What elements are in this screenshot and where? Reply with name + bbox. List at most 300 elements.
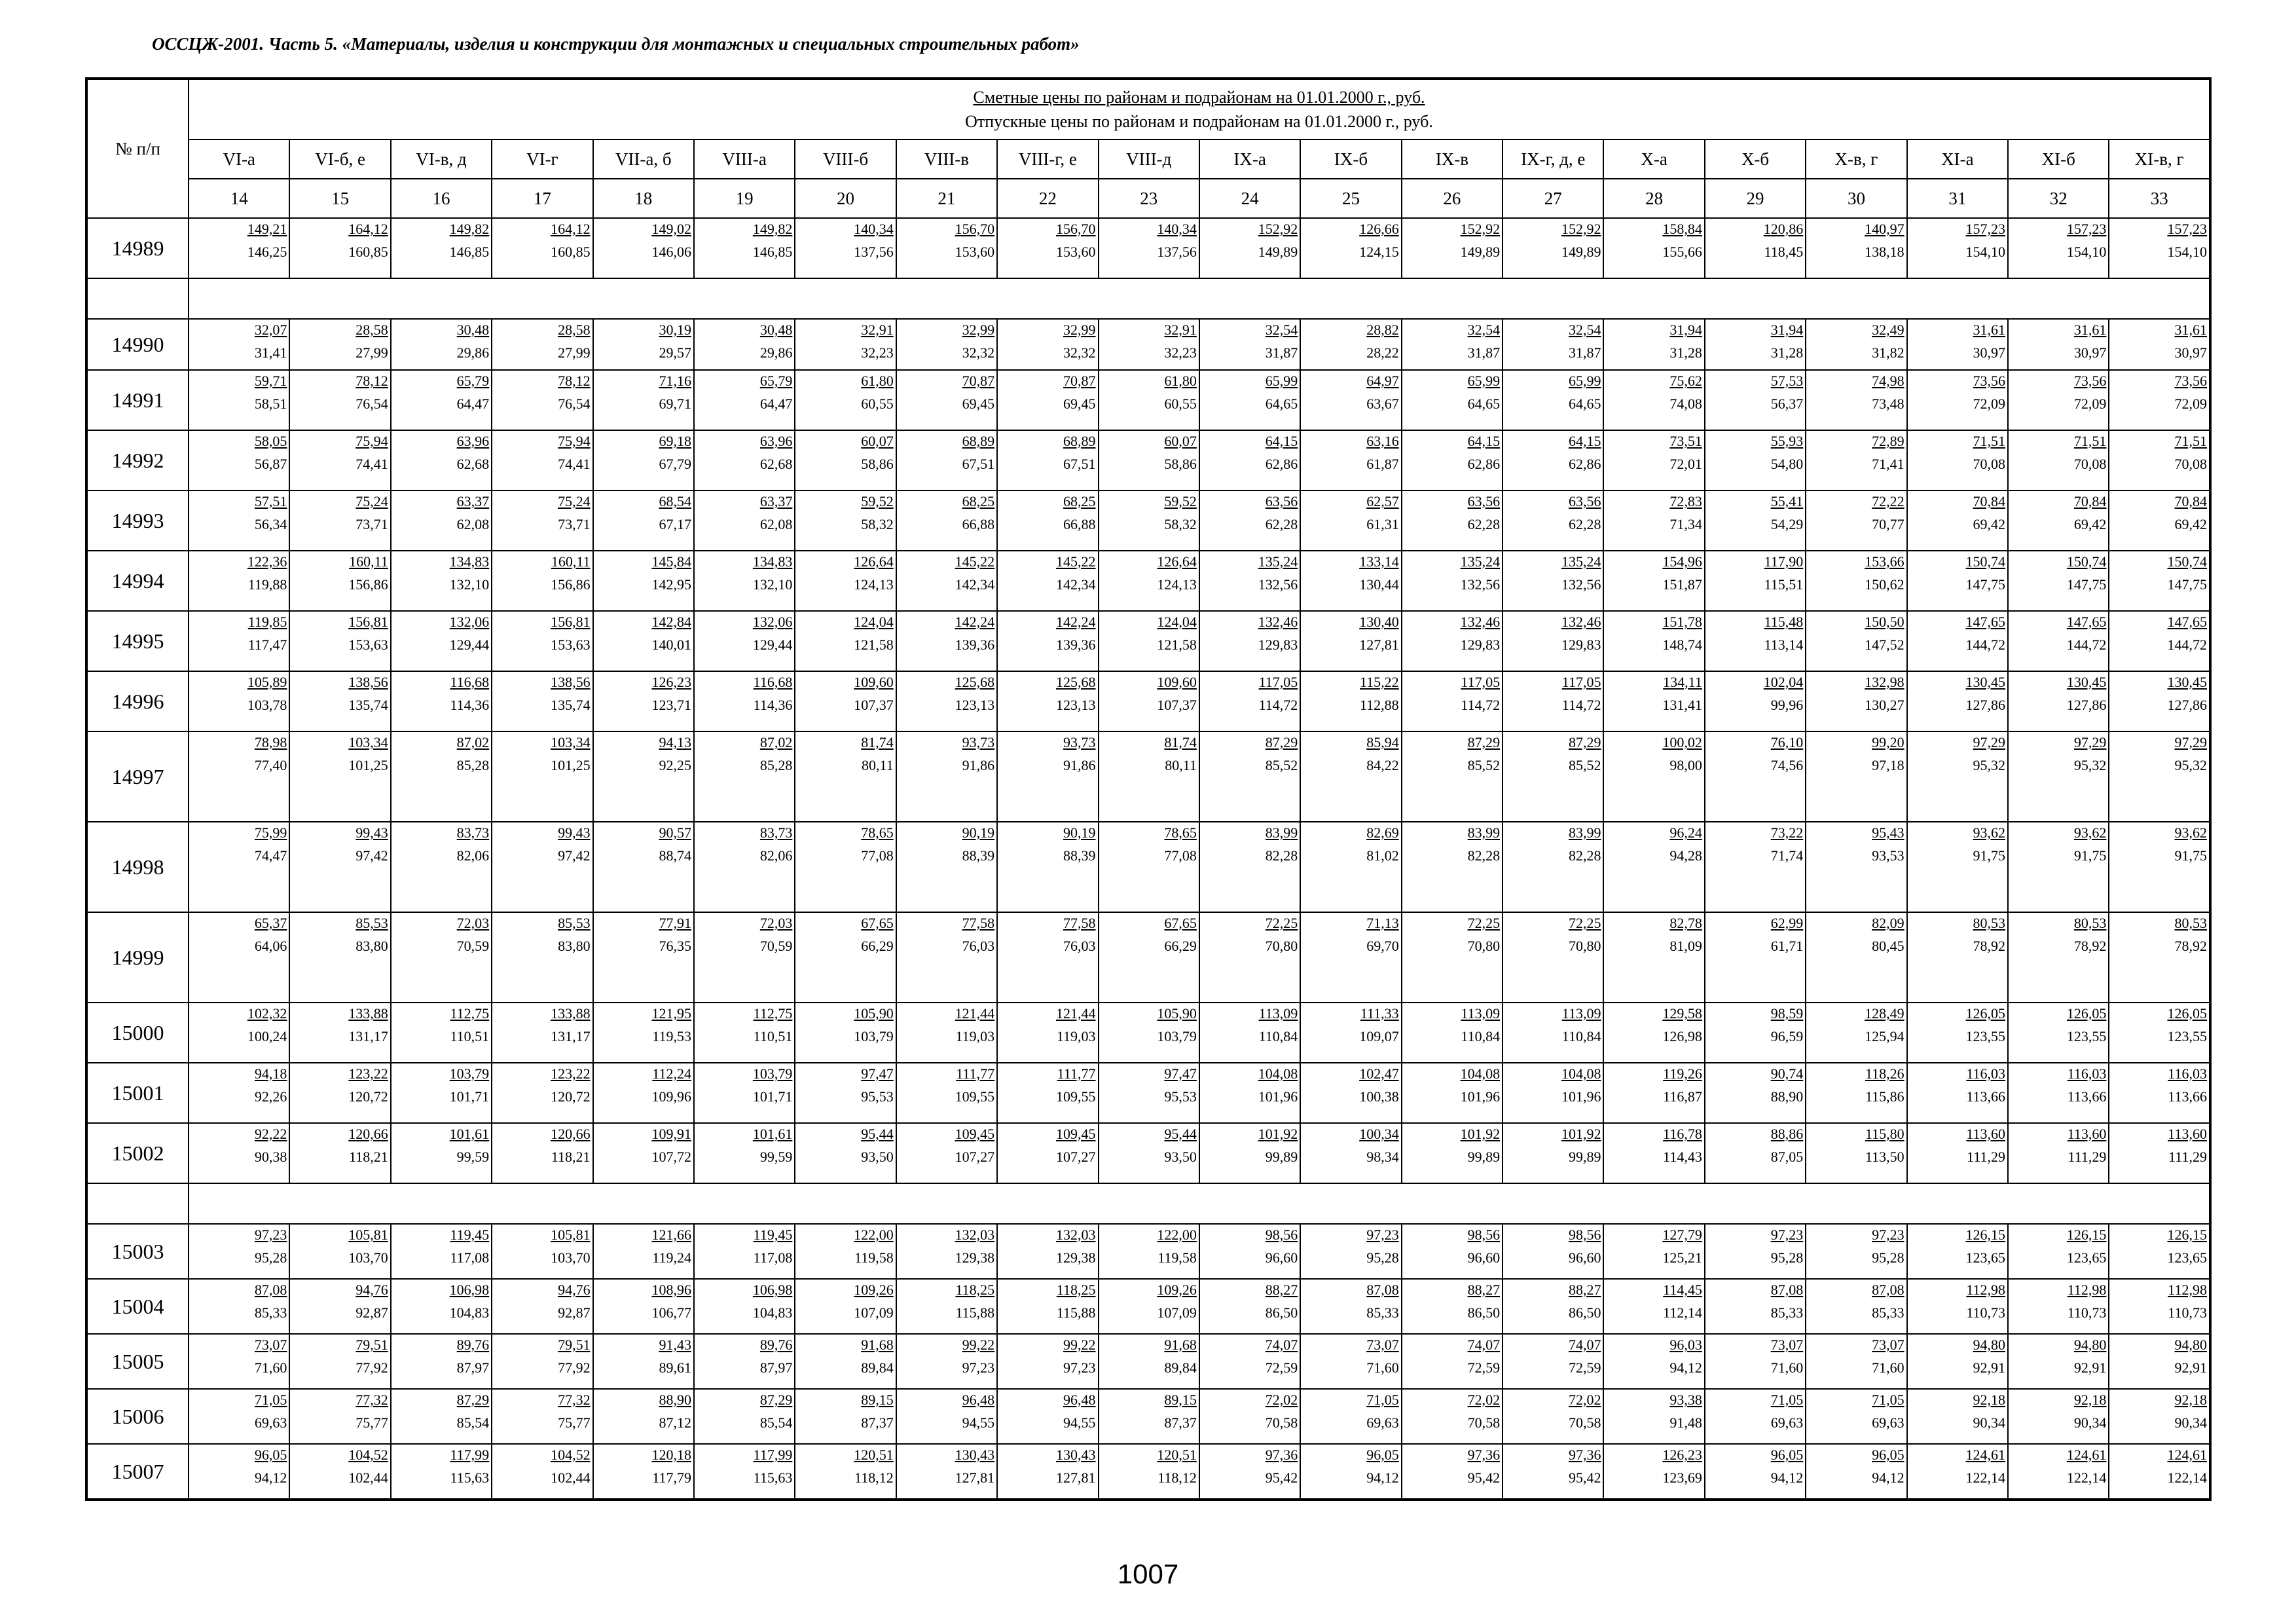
price-cell: [1300, 1334, 1401, 1389]
release-price: 150,62: [1865, 576, 1904, 593]
release-price: 61,87: [1366, 456, 1399, 472]
release-price: 129,38: [955, 1249, 995, 1266]
estimated-price: 92,18: [2073, 1392, 2107, 1408]
price-cell: [2008, 1279, 2109, 1334]
release-price: 82,06: [759, 847, 793, 864]
release-price: 91,48: [1669, 1414, 1702, 1431]
estimated-price: 73,07: [254, 1337, 287, 1353]
release-price: 88,90: [1770, 1088, 1804, 1105]
estimated-price: 65,99: [1265, 373, 1298, 389]
release-price: 70,58: [1467, 1414, 1501, 1431]
estimated-price: 78,12: [558, 373, 591, 389]
release-price: 96,60: [1568, 1249, 1601, 1266]
estimated-price: 32,54: [1467, 322, 1501, 338]
release-price: 32,23: [1164, 344, 1197, 361]
price-cell: [289, 912, 390, 1003]
estimated-price: 113,09: [1461, 1005, 1501, 1022]
estimated-price: 28,58: [355, 322, 388, 338]
price-cell: [694, 430, 795, 490]
estimated-price: 97,23: [254, 1227, 287, 1243]
price-cell: [1907, 1389, 2008, 1444]
estimated-price: 59,71: [254, 373, 287, 389]
release-price: 127,86: [2066, 697, 2107, 713]
column-number: 20: [795, 179, 896, 218]
release-price: 31,87: [1467, 344, 1501, 361]
estimated-price: 63,56: [1568, 493, 1601, 509]
estimated-price: 81,74: [861, 734, 894, 750]
price-cell: [1402, 611, 1503, 671]
column-number: 26: [1402, 179, 1503, 218]
release-price: 75,77: [558, 1414, 591, 1431]
table-row: [86, 430, 2210, 490]
release-price: 110,73: [1966, 1304, 2006, 1321]
release-price: 85,33: [1872, 1304, 1904, 1321]
estimated-price: 116,68: [753, 674, 793, 690]
estimated-price: 140,34: [854, 221, 894, 237]
estimated-price: 85,94: [1366, 734, 1399, 750]
estimated-price: 68,54: [659, 493, 691, 509]
estimated-price: 132,46: [1258, 614, 1298, 630]
estimated-price: 109,91: [651, 1126, 691, 1142]
estimated-price: 138,56: [551, 674, 591, 690]
estimated-price: 102,04: [1763, 674, 1804, 690]
price-cell: [1402, 822, 1503, 912]
release-price: 60,55: [861, 396, 894, 412]
release-price: 95,28: [1872, 1249, 1904, 1266]
release-price: 54,80: [1770, 456, 1804, 472]
table-row: [86, 1123, 2210, 1183]
estimated-price: 115,80: [1865, 1126, 1904, 1142]
release-price: 91,86: [1063, 757, 1096, 773]
estimated-price: 88,27: [1265, 1282, 1298, 1298]
price-cell: [1907, 822, 2008, 912]
release-price: 113,66: [1966, 1088, 2006, 1105]
price-cell: [391, 671, 492, 731]
estimated-price: 133,14: [1359, 553, 1399, 570]
price-cell: [593, 731, 694, 822]
column-number: 33: [2109, 179, 2210, 218]
release-price: 77,08: [1164, 847, 1197, 864]
release-price: 129,38: [1056, 1249, 1096, 1266]
estimated-price: 142,24: [1056, 614, 1096, 630]
price-cell: [1199, 430, 1300, 490]
estimated-price: 32,49: [1872, 322, 1904, 338]
release-price: 107,27: [955, 1149, 995, 1165]
column-number: 17: [492, 179, 592, 218]
estimated-price: 65,99: [1568, 373, 1601, 389]
release-price: 125,94: [1865, 1028, 1904, 1044]
table-row: [86, 319, 2210, 370]
release-price: 115,86: [1865, 1088, 1904, 1105]
price-cell: [189, 912, 289, 1003]
estimated-price: 89,15: [861, 1392, 894, 1408]
price-cell: [1300, 370, 1401, 430]
estimated-price: 104,08: [1258, 1065, 1298, 1082]
release-price: 90,38: [254, 1149, 287, 1165]
release-price: 87,97: [456, 1359, 490, 1376]
release-price: 124,13: [1157, 576, 1197, 593]
estimated-price: 132,46: [1460, 614, 1501, 630]
price-cell: [2109, 822, 2210, 912]
price-cell: [896, 1334, 997, 1389]
estimated-price: 97,36: [1467, 1447, 1501, 1463]
release-price: 92,26: [254, 1088, 287, 1105]
estimated-price: 96,05: [1366, 1447, 1399, 1463]
district-header: VI-б, е: [289, 139, 390, 179]
price-cell: [1402, 1279, 1503, 1334]
release-price: 74,47: [254, 847, 287, 864]
price-cell: [492, 1063, 592, 1123]
estimated-price: 117,05: [1258, 674, 1298, 690]
estimated-price: 89,76: [456, 1337, 490, 1353]
estimated-price: 121,44: [955, 1005, 995, 1022]
price-cell: [2109, 1123, 2210, 1183]
price-cell: [997, 822, 1098, 912]
release-price: 69,63: [254, 1414, 287, 1431]
price-cell: [1705, 611, 1806, 671]
estimated-price: 87,08: [1770, 1282, 1804, 1298]
release-price: 118,12: [1157, 1469, 1197, 1486]
release-price: 31,87: [1265, 344, 1298, 361]
estimated-price: 119,85: [247, 614, 287, 630]
column-number: 29: [1705, 179, 1806, 218]
estimated-price: 126,05: [2066, 1005, 2107, 1022]
release-price: 80,11: [1165, 757, 1197, 773]
release-price: 85,52: [1568, 757, 1601, 773]
release-price: 95,53: [861, 1088, 894, 1105]
price-cell: [1199, 1063, 1300, 1123]
district-header: IX-б: [1300, 139, 1401, 179]
release-price: 130,44: [1359, 576, 1399, 593]
release-price: 62,28: [1568, 516, 1601, 532]
estimated-price: 96,03: [1669, 1337, 1702, 1353]
release-price: 107,27: [1056, 1149, 1096, 1165]
estimated-price: 70,84: [2073, 493, 2107, 509]
estimated-price: 121,44: [1056, 1005, 1096, 1022]
price-cell: [2109, 731, 2210, 822]
release-price: 111,29: [1967, 1149, 2006, 1165]
price-cell: [694, 1063, 795, 1123]
release-price: 71,60: [254, 1359, 287, 1376]
price-cell: [1503, 430, 1603, 490]
release-price: 154,10: [2167, 244, 2207, 260]
row-number: 14999: [86, 912, 189, 1003]
estimated-price: 30,19: [659, 322, 691, 338]
estimated-price: 63,96: [456, 433, 490, 449]
estimated-price: 71,05: [1770, 1392, 1804, 1408]
price-cell: [1402, 1003, 1503, 1063]
estimated-price: 78,98: [254, 734, 287, 750]
price-cell: [189, 822, 289, 912]
price-cell: [1402, 1444, 1503, 1500]
price-cell: [1806, 1389, 1906, 1444]
release-price: 78,92: [2174, 938, 2207, 954]
table-row: [86, 1279, 2210, 1334]
release-price: 115,51: [1764, 576, 1804, 593]
price-cell: [1603, 912, 1704, 1003]
release-price: 127,86: [2167, 697, 2207, 713]
price-cell: [189, 1444, 289, 1500]
price-cell: [1199, 319, 1300, 370]
estimated-price: 94,80: [2073, 1337, 2107, 1353]
price-cell: [2008, 611, 2109, 671]
estimated-price: 124,61: [2066, 1447, 2107, 1463]
release-price: 88,39: [962, 847, 995, 864]
price-cell: [1300, 731, 1401, 822]
estimated-price: 126,23: [1662, 1447, 1702, 1463]
price-cell: [1705, 1063, 1806, 1123]
release-price: 132,10: [752, 576, 793, 593]
release-price: 56,34: [254, 516, 287, 532]
release-price: 124,13: [854, 576, 894, 593]
estimated-price: 103,34: [348, 734, 388, 750]
price-cell: [1603, 551, 1704, 611]
price-title: [189, 79, 2210, 139]
price-cell: [1300, 218, 1401, 278]
release-price: 103,79: [1157, 1028, 1197, 1044]
row-number: 14989: [86, 218, 189, 278]
release-price: 155,66: [1662, 244, 1702, 260]
release-price: 117,08: [753, 1249, 793, 1266]
table-row: [86, 1444, 2210, 1500]
release-price: 127,86: [1965, 697, 2006, 713]
estimated-price: 120,51: [854, 1447, 894, 1463]
price-cell: [997, 218, 1098, 278]
row-number: 14995: [86, 611, 189, 671]
price-cell: [189, 1123, 289, 1183]
release-price: 56,37: [1770, 396, 1804, 412]
estimated-price: 138,56: [348, 674, 388, 690]
release-price: 153,60: [1056, 244, 1096, 260]
release-price: 94,12: [1872, 1469, 1904, 1486]
release-price: 114,36: [753, 697, 793, 713]
price-cell: [795, 319, 896, 370]
row-number: 14994: [86, 551, 189, 611]
price-cell: [2109, 1063, 2210, 1123]
price-cell: [492, 1334, 592, 1389]
release-price: 97,18: [1872, 757, 1904, 773]
release-price: 69,63: [1872, 1414, 1904, 1431]
price-cell: [1300, 551, 1401, 611]
price-cell: [1705, 1389, 1806, 1444]
estimated-price: 156,70: [955, 221, 995, 237]
estimated-price: 93,62: [2073, 824, 2107, 841]
price-cell: [391, 1389, 492, 1444]
estimated-price: 73,07: [1872, 1337, 1904, 1353]
release-price: 85,54: [759, 1414, 793, 1431]
release-price: 70,08: [2073, 456, 2107, 472]
estimated-price: 87,29: [1467, 734, 1501, 750]
estimated-price: 88,27: [1568, 1282, 1601, 1298]
price-cell: [1503, 1123, 1603, 1183]
price-cell: [2109, 319, 2210, 370]
release-price: 94,28: [1669, 847, 1702, 864]
price-cell: [1907, 1444, 2008, 1500]
price-cell: [1503, 319, 1603, 370]
release-price: 73,71: [355, 516, 388, 532]
release-price: 112,88: [1360, 697, 1399, 713]
release-price: 123,65: [1965, 1249, 2006, 1266]
estimated-price: 96,05: [254, 1447, 287, 1463]
price-cell: [2109, 218, 2210, 278]
price-cell: [593, 430, 694, 490]
release-price: 144,72: [2167, 637, 2207, 653]
release-price: 113,14: [1764, 637, 1804, 653]
release-price: 66,88: [962, 516, 995, 532]
table-row: [86, 490, 2210, 551]
release-price: 69,70: [1366, 938, 1399, 954]
price-cell: [492, 1123, 592, 1183]
release-price: 99,89: [1467, 1149, 1501, 1165]
price-cell: [1705, 319, 1806, 370]
estimated-price: 94,18: [254, 1065, 287, 1082]
estimated-price: 71,51: [1973, 433, 2006, 449]
release-price: 122,14: [2167, 1469, 2207, 1486]
estimated-price: 134,83: [752, 553, 793, 570]
price-cell: [289, 731, 390, 822]
price-cell: [1402, 218, 1503, 278]
release-price: 96,60: [1265, 1249, 1298, 1266]
estimated-price: 150,74: [1965, 553, 2006, 570]
estimated-price: 122,00: [1157, 1227, 1197, 1243]
price-cell: [391, 430, 492, 490]
price-cell: [896, 1279, 997, 1334]
price-cell: [593, 1444, 694, 1500]
price-cell: [189, 490, 289, 551]
release-price: 109,96: [651, 1088, 691, 1105]
release-price: 96,59: [1770, 1028, 1804, 1044]
price-cell: [997, 1224, 1098, 1279]
release-price: 71,60: [1770, 1359, 1804, 1376]
price-cell: [1806, 319, 1906, 370]
release-price: 67,51: [962, 456, 995, 472]
release-price: 123,55: [2066, 1028, 2107, 1044]
price-cell: [492, 822, 592, 912]
column-number: 14: [189, 179, 289, 218]
release-price: 58,86: [861, 456, 894, 472]
price-cell: [189, 611, 289, 671]
price-cell: [1705, 218, 1806, 278]
price-cell: [593, 1279, 694, 1334]
price-cell: [492, 731, 592, 822]
price-cell: [1300, 319, 1401, 370]
estimated-price: 124,04: [854, 614, 894, 630]
price-cell: [694, 822, 795, 912]
price-cell: [189, 319, 289, 370]
price-cell: [593, 551, 694, 611]
estimated-price: 68,25: [962, 493, 995, 509]
release-price: 146,25: [247, 244, 287, 260]
estimated-price: 152,92: [1561, 221, 1601, 237]
release-price: 85,52: [1467, 757, 1501, 773]
price-cell: [2109, 912, 2210, 1003]
price-cell: [1199, 218, 1300, 278]
release-price: 120,72: [348, 1088, 388, 1105]
table-row: [86, 218, 2210, 278]
release-price: 97,23: [962, 1359, 995, 1376]
release-price: 71,34: [1669, 516, 1702, 532]
estimated-price: 63,16: [1366, 433, 1399, 449]
price-cell: [289, 1389, 390, 1444]
column-number: 18: [593, 179, 694, 218]
price-cell: [1099, 1279, 1199, 1334]
price-cell: [1806, 430, 1906, 490]
release-price: 62,28: [1265, 516, 1298, 532]
page-number: 1007: [1117, 1559, 1179, 1589]
release-price: 132,56: [1258, 576, 1298, 593]
estimated-price: 156,81: [348, 614, 388, 630]
release-price: 85,54: [456, 1414, 490, 1431]
estimated-price: 147,65: [2066, 614, 2107, 630]
estimated-price: 79,51: [558, 1337, 591, 1353]
price-cell: [1603, 430, 1704, 490]
release-price: 95,53: [1164, 1088, 1197, 1105]
price-cell: [1806, 218, 1906, 278]
release-price: 77,08: [861, 847, 894, 864]
price-cell: [896, 319, 997, 370]
price-cell: [1402, 490, 1503, 551]
row-number: 15004: [86, 1279, 189, 1334]
release-price: 67,79: [659, 456, 691, 472]
price-cell: [1099, 490, 1199, 551]
release-price: 95,32: [2174, 757, 2207, 773]
estimated-price: 87,08: [254, 1282, 287, 1298]
estimated-price: 96,48: [1063, 1392, 1096, 1408]
release-price: 69,45: [962, 396, 995, 412]
price-cell: [2109, 490, 2210, 551]
price-cell: [2008, 490, 2109, 551]
estimated-price: 83,73: [456, 824, 490, 841]
price-cell: [189, 370, 289, 430]
price-cell: [1603, 671, 1704, 731]
district-header: IX-в: [1402, 139, 1503, 179]
release-price: 85,33: [254, 1304, 287, 1321]
release-price: 88,74: [659, 847, 691, 864]
district-header: VI-а: [189, 139, 289, 179]
release-price: 120,72: [551, 1088, 591, 1105]
price-cell: [1603, 1063, 1704, 1123]
release-price: 93,53: [1872, 847, 1904, 864]
release-price: 69,42: [2073, 516, 2107, 532]
price-cell: [795, 1224, 896, 1279]
release-price: 69,45: [1063, 396, 1096, 412]
price-cell: [694, 551, 795, 611]
estimated-price: 123,22: [348, 1065, 388, 1082]
price-cell: [289, 370, 390, 430]
price-cell: [593, 1123, 694, 1183]
price-cell: [896, 1003, 997, 1063]
estimated-price: 32,99: [962, 322, 995, 338]
price-cell: [997, 1279, 1098, 1334]
price-cell: [1806, 370, 1906, 430]
table-row: [86, 1334, 2210, 1389]
release-price: 85,33: [1366, 1304, 1399, 1321]
estimated-price: 87,02: [456, 734, 490, 750]
release-price: 151,87: [1662, 576, 1702, 593]
release-price: 91,75: [2073, 847, 2107, 864]
estimated-price: 117,99: [450, 1447, 490, 1463]
estimated-price: 109,60: [1157, 674, 1197, 690]
release-price: 116,87: [1663, 1088, 1702, 1105]
district-header: VIII-б: [795, 139, 896, 179]
price-cell: [1503, 218, 1603, 278]
price-cell: [1907, 671, 2008, 731]
release-price: 32,32: [962, 344, 995, 361]
release-price: 64,65: [1467, 396, 1501, 412]
release-price: 93,50: [1164, 1149, 1197, 1165]
price-cell: [1907, 430, 2008, 490]
estimated-price: 77,91: [659, 915, 691, 931]
